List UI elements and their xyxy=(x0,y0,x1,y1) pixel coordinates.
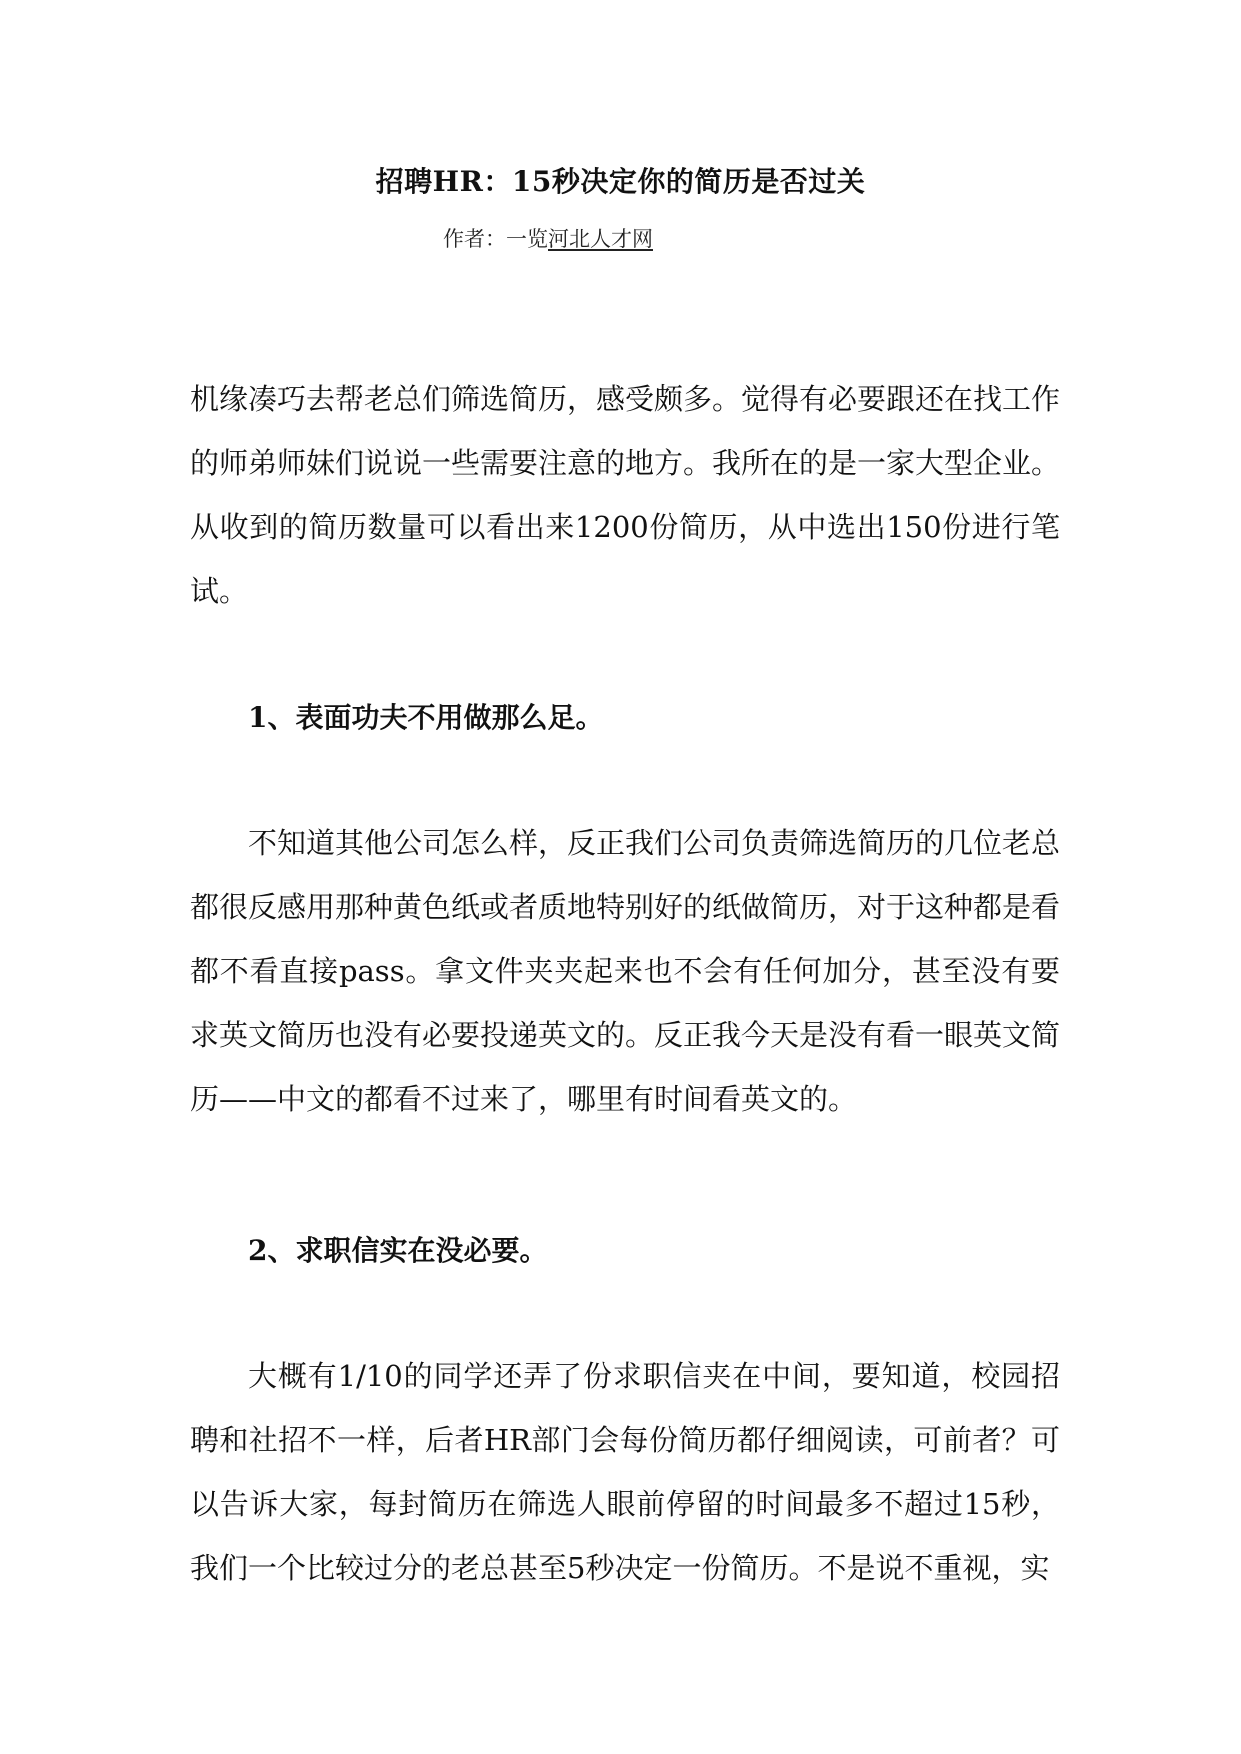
section-2-paragraph: 大概有1/10的同学还弄了份求职信夹在中间，要知道，校园招聘和社招不一样，后者HR部门会每份简历都仔细阅读，可前者？可以告诉大家，每封简历在筛选人眼前停留的时间最多不超过15秒，我们一个比较过分的老总甚至5秒决定一份简历。不是说不重视，实 xyxy=(190,1359,1060,1585)
document-title: 招聘HR：15秒决定你的简历是否过关 xyxy=(375,165,866,198)
author-line xyxy=(443,224,653,254)
author-link[interactable]: 河北人才网 xyxy=(548,227,653,251)
intro-paragraph: 机缘凑巧去帮老总们筛选简历，感受颇多。觉得有必要跟还在找工作的师弟师妹们说说一些需要注意的地方。我所在的是一家大型企业。从收到的简历数量可以看出来1200份简历，从中选出150份进行笔试。 xyxy=(190,382,1061,608)
section-heading-2: 2、求职信实在没必要。 xyxy=(248,1234,548,1267)
author-label: 作者：一览 xyxy=(443,227,548,251)
section-1-paragraph: 不知道其他公司怎么样，反正我们公司负责筛选简历的几位老总都很反感用那种黄色纸或者质地特别好的纸做简历，对于这种都是看都不看直接pass。拿文件夹夹起来也不会有任何加分，甚至没有要求英文简历也没有必要投递英文的。反正我今天是没有看一眼英文简历——中文的都看不过来了，哪里有时间看英文的。 xyxy=(190,826,1061,1116)
section-heading-1: 1、表面功夫不用做那么足。 xyxy=(248,701,604,734)
